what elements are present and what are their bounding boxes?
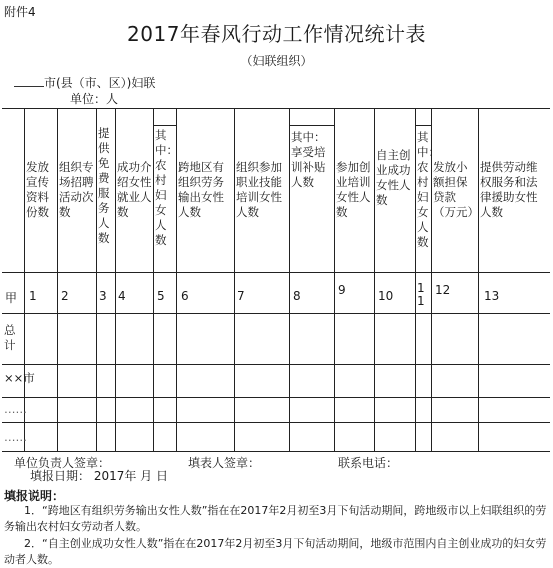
page-title: 2017年春风行动工作情况统计表 (127, 22, 426, 46)
col-number-9: 9 (338, 283, 346, 297)
col-header-11: 其中：农村妇女人数 (417, 130, 440, 249)
col-header-3: 提供免费服务人数 (98, 126, 110, 245)
col-number-2: 2 (61, 289, 69, 303)
footer-principal: 单位负责人签章： (14, 456, 111, 470)
col-number-8: 8 (293, 289, 301, 303)
unit-label: 单位：人 (70, 92, 119, 106)
col-number-13: 13 (484, 289, 500, 303)
col-number-10: 10 (378, 289, 394, 303)
col-number-12: 12 (435, 283, 451, 297)
col-header-8: 其中：享受培训补贴人数 (291, 130, 326, 189)
col-header-9: 参加创业培训女性人数 (336, 160, 371, 219)
col-header-2: 组织专场招聘活动次数 (59, 160, 94, 219)
col-header-13: 提供劳动维权服务和法律援助女性人数 (480, 160, 538, 219)
city-line (14, 74, 155, 91)
col-number-6: 6 (181, 289, 189, 303)
city-blank (14, 75, 44, 87)
statistics-table (2, 108, 550, 452)
row-label-ellipsis-1: …… (4, 402, 27, 416)
city-label: 市(县（市、区）)妇联 (44, 76, 156, 90)
row-label-city: ××市 (4, 371, 35, 385)
col-number-11: 11 (417, 281, 425, 308)
col-number-7: 7 (237, 289, 245, 303)
col-header-4: 成功介绍女性就业人数 (117, 160, 152, 219)
page-subtitle: （妇联组织） (240, 54, 313, 68)
footer-phone: 联系电话： (338, 456, 399, 470)
col-header-12: 发放小额担保贷款（万元） (433, 160, 479, 219)
footer-date: 填报日期： 2017年 月 日 (30, 469, 168, 483)
col-number-3: 3 (99, 289, 107, 303)
note-1: 1．“跨地区有组织劳务输出女性人数”指在在2017年2月初至3月下旬活动期间，跨地级市以上妇联组织的劳务输出农村妇女劳动者人数。 (4, 504, 547, 533)
row-label-ellipsis-2: …… (4, 430, 27, 444)
col-header-1: 发放宣传资料份数 (26, 160, 49, 219)
footer-filler: 填表人签章： (188, 456, 261, 470)
attachment-label: 附件4 (4, 5, 36, 19)
col-header-5: 其中：农村妇女人数 (155, 128, 178, 247)
notes-title: 填报说明： (4, 489, 65, 503)
col-header-10: 自主创业成功女性人数 (376, 148, 411, 207)
col-number-4: 4 (118, 289, 126, 303)
col-header-7: 组织参加职业技能培训女性人数 (236, 160, 282, 219)
col-number-5: 5 (157, 289, 165, 303)
col-header-6: 跨地区有组织劳务输出女性人数 (178, 160, 224, 219)
note-2: 2．“自主创业成功女性人数”指在在2017年2月初至3月下旬活动期间，地级市范围内自主创业成功的妇女劳动者人数。 (4, 537, 547, 566)
row-label-jia: 甲 (5, 291, 18, 305)
col-number-1: 1 (29, 289, 37, 303)
row-label-total: 总计 (4, 323, 16, 352)
